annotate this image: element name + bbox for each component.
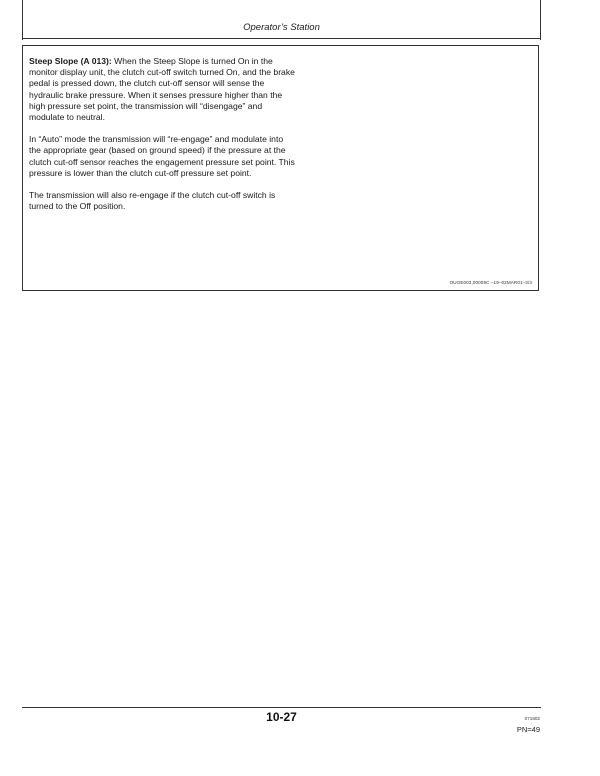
text-column: [29, 56, 297, 223]
paragraph-steep-slope: [29, 56, 297, 123]
section-title: Operator’s Station: [243, 22, 320, 33]
reference-code: OUOE003,00008C –19–02MAR01–3/3: [449, 280, 532, 285]
footer-pn: PN=49: [516, 725, 540, 734]
footer-divider: [22, 707, 541, 708]
header-divider: [22, 38, 541, 39]
paragraph-reengage: The transmission will also re-engage if the clutch cut-off switch is turned to the Off position.: [29, 190, 276, 212]
steep-slope-heading: Steep Slope (A 013):: [29, 56, 112, 66]
page-number: 10-27: [266, 710, 297, 724]
header-rule-left: [22, 0, 23, 40]
steep-slope-text: When the Steep Slope is turned On in the monitor display unit, the clutch cut-off switch turned On, and the brake pedal is pressed down, the clutch cut-off sensor will sense the hydraulic brake pressure. When it senses pressure higher than the high pressure set point, the transmission will “disengage” and modulate to neutral.: [29, 56, 295, 123]
content-box: [22, 45, 539, 291]
footer-date-code: 071602: [524, 716, 540, 721]
paragraph-auto-mode: In “Auto” mode the transmission will “re-engage” and modulate into the appropriate gear (based on ground speed) if the pressure at the clutch cut-off sensor reaches the engagement pressure set point. This pressure is lower than the clutch cut-off pressure set point.: [29, 134, 295, 178]
header-rule-right: [540, 0, 541, 40]
